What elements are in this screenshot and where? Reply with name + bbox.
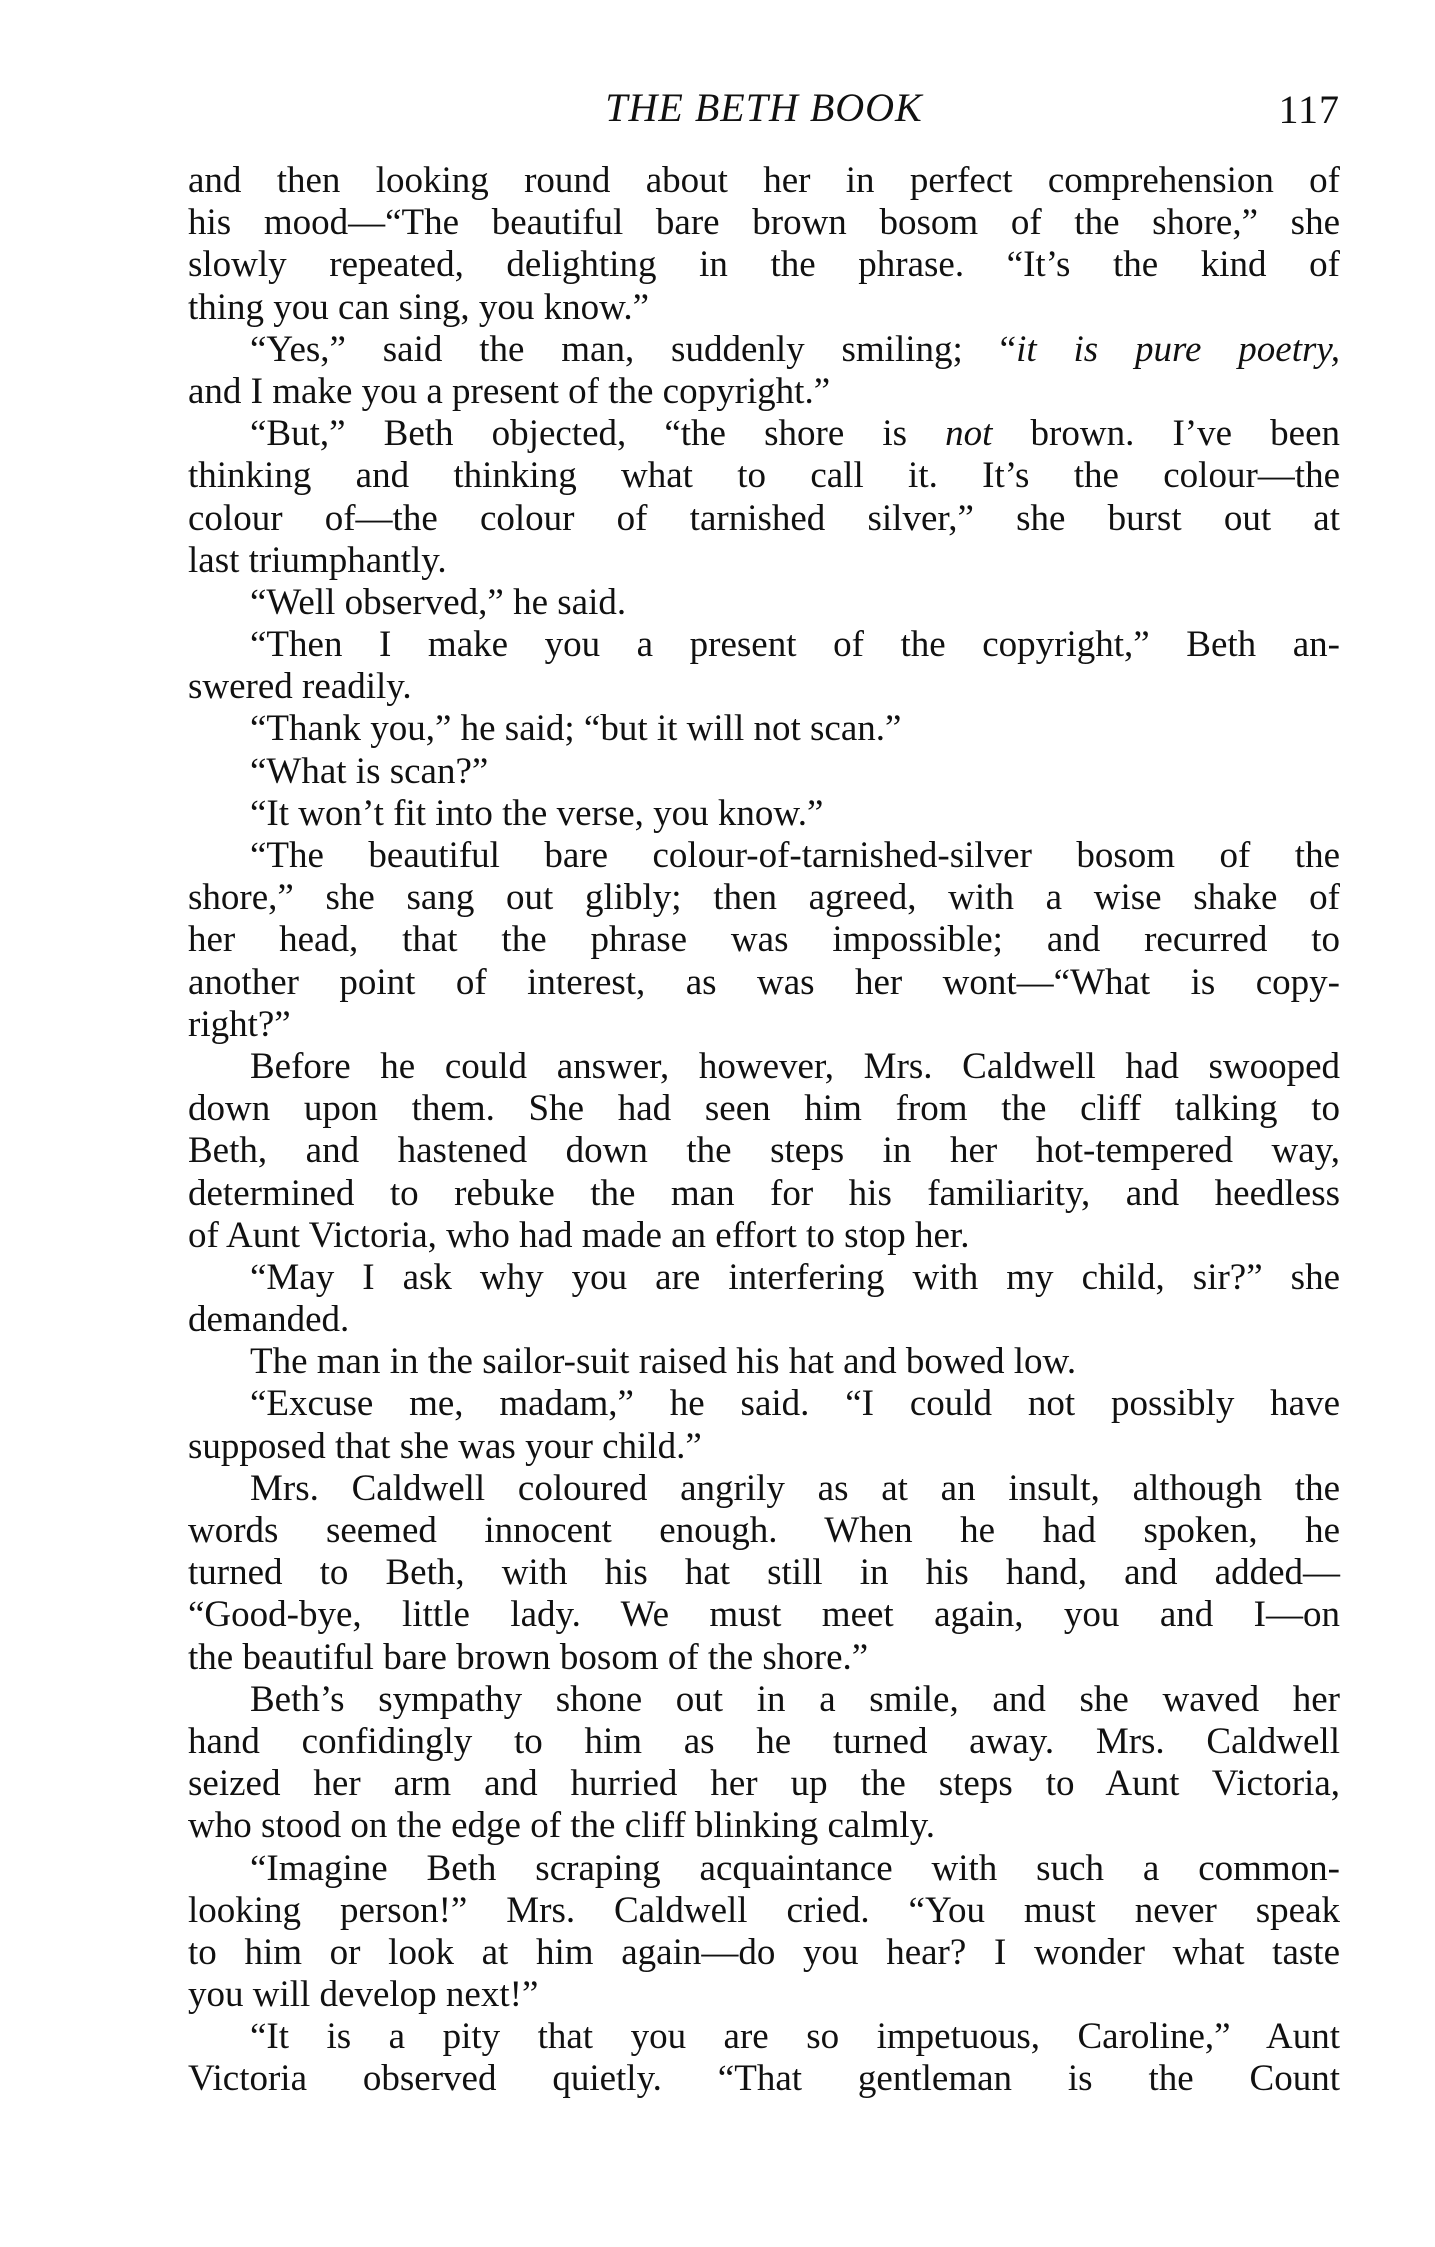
text-line: and I make you a present of the copyright.” <box>188 370 831 412</box>
text-line: slowly repeated, delighting in the phrase. “It’s the kind of <box>188 244 1340 286</box>
text-line: last triumphantly. <box>188 539 447 581</box>
text-line: Beth, and hastened down the steps in her hot-tempered way, <box>188 1130 1340 1172</box>
text-line: “But,” Beth objected, “the shore is not brown. I’ve been <box>250 413 1340 455</box>
emphasis: it is pure poetry, <box>1016 328 1341 370</box>
text-line: “It is a pity that you are so impetuous, Caroline,” Aunt <box>250 2016 1340 2058</box>
text-line: “Well observed,” he said. <box>250 581 627 623</box>
text-line: “What is scan?” <box>250 750 489 792</box>
text-line: The man in the sailor-suit raised his hat and bowed low. <box>250 1341 1077 1383</box>
running-head <box>188 84 1340 144</box>
text-line: demanded. <box>188 1299 350 1341</box>
text-line: “The beautiful bare colour-of-tarnished-silver bosom of the <box>250 835 1340 876</box>
text-line: turned to Beth, with his hat still in his hand, and added— <box>188 1552 1340 1594</box>
text-line: another point of interest, as was her wont—“What is copy- <box>188 961 1340 1003</box>
text-line: thing you can sing, you know.” <box>188 286 650 328</box>
text-line: words seemed innocent enough. When he had spoken, he <box>188 1510 1340 1551</box>
text-line: to him or look at him again—do you hear? I wonder what taste <box>188 1931 1340 1973</box>
text-line: “Then I make you a present of the copyright,” Beth an- <box>250 624 1340 666</box>
text-line: Victoria observed quietly. “That gentleman is the Count <box>188 2058 1340 2100</box>
text-line: “Imagine Beth scraping acquaintance with such a common- <box>250 1847 1340 1889</box>
text-line: “Yes,” said the man, suddenly smiling; “it is pure poetry, <box>250 328 1341 370</box>
text-line: Before he could answer, however, Mrs. Caldwell had swooped <box>250 1045 1340 1087</box>
text-line: who stood on the edge of the cliff blinking calmly. <box>188 1805 936 1847</box>
text-line: shore,” she sang out glibly; then agreed, with a wise shake of <box>188 877 1340 919</box>
text-line: determined to rebuke the man for his familiarity, and heedless <box>188 1172 1340 1214</box>
text-line: her head, that the phrase was impossible; and recurred to <box>188 919 1340 961</box>
emphasis: not <box>945 413 993 455</box>
text-line: you will develop next!” <box>188 1974 539 2016</box>
text-line: seized her arm and hurried her up the steps to Aunt Victoria, <box>188 1763 1340 1805</box>
text-line: Mrs. Caldwell coloured angrily as at an insult, although the <box>250 1467 1340 1509</box>
text-line: his mood—“The beautiful bare brown bosom of the shore,” she <box>188 202 1340 244</box>
page-number: 117 <box>1278 87 1340 132</box>
text-line: supposed that she was your child.” <box>188 1425 702 1467</box>
text-line: the beautiful bare brown bosom of the shore.” <box>188 1636 869 1678</box>
text-line: colour of—the colour of tarnished silver,” she burst out at <box>188 497 1340 539</box>
text-line: thinking and thinking what to call it. It’s the colour—the <box>188 455 1340 497</box>
text-line: “Good-bye, little lady. We must meet again, you and I—on <box>188 1594 1340 1636</box>
text-line: right?” <box>188 1003 291 1045</box>
text-line: “Excuse me, madam,” he said. “I could not possibly have <box>250 1383 1340 1425</box>
text-line: hand confidingly to him as he turned away. Mrs. Caldwell <box>188 1720 1340 1762</box>
text-line: and then looking round about her in perfect comprehension of <box>188 160 1340 201</box>
text-line: “It won’t fit into the verse, you know.” <box>250 792 824 834</box>
running-title: THE BETH BOOK <box>605 85 923 130</box>
text-line: down upon them. She had seen him from the cliff talking to <box>188 1088 1340 1130</box>
text-line: looking person!” Mrs. Caldwell cried. “You must never speak <box>188 1889 1340 1931</box>
text-line: of Aunt Victoria, who had made an effort to stop her. <box>188 1214 970 1256</box>
text-line: Beth’s sympathy shone out in a smile, and she waved her <box>250 1678 1340 1720</box>
body-text <box>188 160 1340 2101</box>
text-line: “Thank you,” he said; “but it will not scan.” <box>250 708 902 750</box>
text-line: swered readily. <box>188 666 412 708</box>
text-line: “May I ask why you are interfering with my child, sir?” she <box>250 1256 1340 1298</box>
